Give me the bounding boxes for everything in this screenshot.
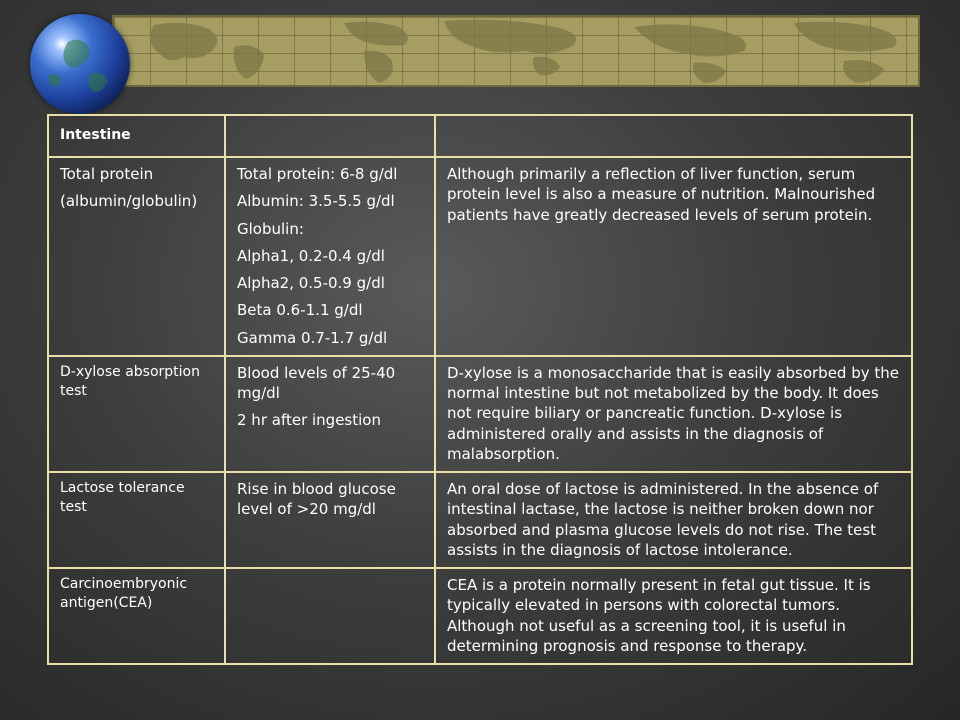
normal-value-line: Alpha1, 0.2-0.4 g/dl [237, 246, 385, 265]
test-name-cell [48, 157, 225, 356]
normal-values-cell [225, 568, 435, 664]
description-cell: An oral dose of lactose is administered. In the absence of intestinal lactase, the lactose is neither broken down nor absorbed and plasma glucose levels do not rise. The test assists in the diagnosis of lactose intolerance. [435, 472, 912, 568]
test-name-cell: Carcinoembryonic antigen(CEA) [48, 568, 225, 664]
world-map-icon [114, 17, 920, 87]
normal-value-line: Beta 0.6-1.1 g/dl [237, 301, 363, 320]
test-name-line: (albumin/globulin) [60, 192, 198, 211]
normal-value-line: Blood levels of 25-40 mg/dl [237, 363, 396, 402]
normal-value-line: Alpha2, 0.5-0.9 g/dl [237, 274, 385, 292]
normal-value-line: Gamma 0.7-1.7 g/dl [237, 328, 388, 347]
table-row [48, 568, 912, 664]
description-cell: D-xylose is a monosaccharide that is easily absorbed by the normal intestine but not metabolized by the body. It does not require biliary or pancreatic function. D-xylose is administered orally and assists in the diagnosis of malabsorption. [435, 356, 912, 472]
intestine-tests-table [47, 114, 913, 665]
header-cell-empty [225, 115, 435, 157]
normal-value-line: Albumin: 3.5-5.5 g/dl [237, 192, 395, 211]
normal-values-cell [225, 356, 435, 472]
table-header-row [48, 115, 912, 157]
world-map-banner [112, 15, 920, 87]
table-row [48, 472, 912, 568]
table-row [48, 356, 912, 472]
table-row [48, 157, 912, 356]
normal-values-cell: Rise in blood glucose level of >20 mg/dl [225, 472, 435, 568]
section-title: Intestine [48, 115, 225, 157]
normal-values-cell [225, 157, 435, 356]
description-cell: Although primarily a reflection of liver function, serum protein level is also a measure of nutrition. Malnourished patients have greatly decreased levels of serum protein. [435, 157, 912, 356]
normal-value-line: Total protein: 6-8 g/dl [237, 165, 398, 183]
normal-value-line: Globulin: [237, 219, 304, 238]
normal-value-line: 2 hr after ingestion [237, 411, 381, 430]
test-name-line: Total protein [60, 165, 154, 183]
test-name-cell: D-xylose absorption test [48, 356, 225, 472]
header-cell-empty [435, 115, 912, 157]
globe-icon [30, 14, 130, 114]
test-name-cell: Lactose tolerance test [48, 472, 225, 568]
description-cell: CEA is a protein normally present in fetal gut tissue. It is typically elevated in persons with colorectal tumors. Although not useful as a screening tool, it is useful in determining prognosis and response to therapy. [435, 568, 912, 664]
